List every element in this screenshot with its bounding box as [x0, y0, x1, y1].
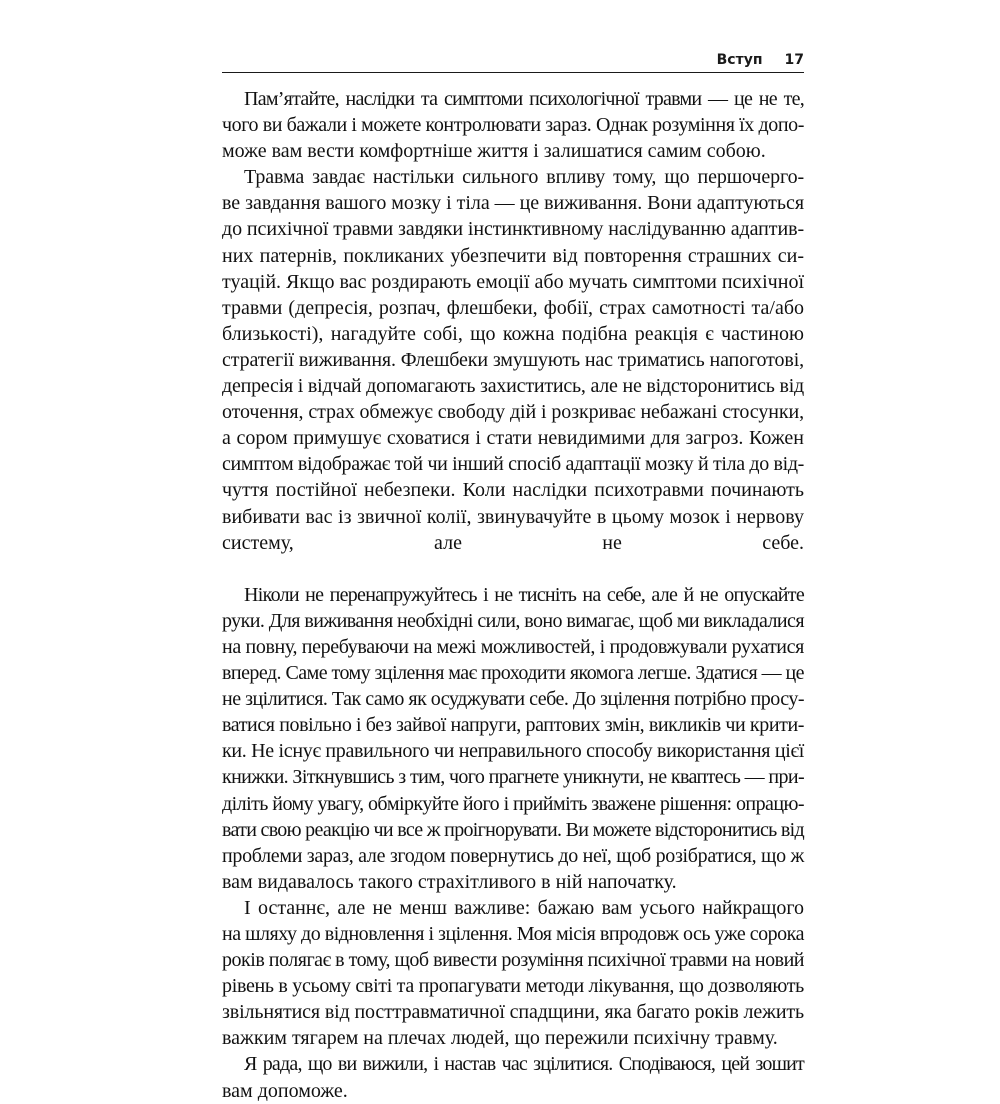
- text-line: [222, 556, 804, 582]
- text-line: ве завдання вашого мозку і тіла — це виживання. Вони адаптуються: [222, 192, 804, 215]
- text-line: ки. Не існує правильного чи неправильного способу використання цієї: [222, 740, 804, 763]
- text-line: рівень в усьому світі та пропагувати методи лікування, що дозволяють: [222, 975, 804, 998]
- text-line: вати свою реакцію чи все ж проігнорувати. Ви можете відсторонитись від: [222, 818, 804, 841]
- text-line: проблеми зараз, але згодом повернутись до неї, щоб розібратися, що ж: [222, 844, 804, 867]
- text-line: систему, але не себе.: [222, 531, 804, 554]
- text-line: вибивати вас із звичної колії, звинувачуйте в цьому мозок і нервову: [222, 505, 804, 528]
- text-line: вам допоможе.: [222, 1079, 348, 1102]
- text-line: а сором примушує сховатися і стати невидимими для загроз. Кожен: [222, 427, 804, 450]
- paragraph: [222, 582, 804, 895]
- text-line: Пам’ятайте, наслідки та симптоми психологічної травми — це не те,: [244, 88, 804, 110]
- paragraph: [222, 164, 804, 582]
- text-line: Ніколи не перенапружуйтесь і не тисніть на себе, але й не опускайте: [244, 583, 804, 606]
- text-line: Я рада, що ви вижили, і настав час зцілитися. Сподіваюся, цей зошит: [244, 1053, 804, 1076]
- paragraph: [222, 895, 804, 1052]
- text-line: років полягає в тому, щоб вивести розуміння психічної травми на новий: [222, 949, 804, 972]
- running-header: [222, 50, 804, 70]
- text-line: близькості), нагадуйте собі, що кожна подібна реакція є частиною: [222, 322, 804, 345]
- text-line: звільнятися від посттравматичної спадщини, яка багато років лежить: [222, 1001, 804, 1024]
- paragraph: [222, 1051, 804, 1103]
- text-line: до психічної травми завдяки інстинктивному наслідуванню адаптив-: [222, 218, 805, 241]
- text-line: чуття постійної небезпеки. Коли наслідки психотравми починають: [222, 479, 804, 502]
- text-line: на шляху до відновлення і зцілення. Моя місія впродовж ось уже сорока: [222, 923, 804, 945]
- text-line: стратегії виживання. Флешбеки змушують нас триматись напоготові,: [222, 348, 804, 371]
- text-line: симптом відображає той чи інший спосіб адаптації мозку й тіла до від-: [222, 453, 804, 476]
- section-title: Вступ: [716, 52, 763, 68]
- text-line: чого ви бажали і можете контролювати зараз. Однак розуміння їх допо-: [222, 114, 804, 137]
- text-line: книжки. Зіткнувшись з тим, чого прагнете уникнути, не кваптесь — при-: [222, 766, 804, 789]
- text-line: може вам вести комфортніше життя і залишатися самим собою.: [222, 140, 766, 163]
- text-line: на повну, перебуваючи на межі можливостей, і продовжували рухатися: [222, 635, 804, 658]
- text-line: ватися повільно і без зайвої напруги, раптових змін, викликів чи крити-: [222, 714, 804, 737]
- text-line: оточення, страх обмежує свободу дій і розкриває небажані стосунки,: [222, 401, 804, 424]
- text-line: І останнє, але не менш важливе: бажаю вам усього найкращого: [244, 896, 804, 919]
- paragraph: [222, 86, 804, 164]
- body-text: [222, 86, 804, 1104]
- text-line: Травма завдає настільки сильного впливу тому, що першочерго-: [244, 166, 804, 189]
- text-line: туацій. Якщо вас роздирають емоції або мучать симптоми психічної: [222, 270, 804, 293]
- text-line: вперед. Саме тому зцілення має проходити якомога легше. Здатися — це: [222, 662, 805, 685]
- text-line: діліть йому увагу, обміркуйте його і прийміть зважене рішення: опрацю-: [222, 792, 805, 815]
- text-line: депресія і відчай допомагають захиститись, але не відсторонитись від: [222, 375, 804, 398]
- page-number: 17: [784, 52, 804, 68]
- text-line: них патернів, покликаних убезпечити від повторення страшних си-: [222, 244, 804, 267]
- header-rule: [222, 72, 804, 73]
- text-line: руки. Для виживання необхідні сили, воно вимагає, щоб ми викладалися: [222, 609, 805, 632]
- text-line: не зцілитися. Так само як осуджувати себе. До зцілення потрібно просу-: [222, 688, 804, 711]
- text-line: травми (депресія, розпач, флешбеки, фобії, страх самотності та/або: [222, 296, 804, 319]
- text-line: важким тягарем на плечах людей, що пережили психічну травму.: [222, 1027, 778, 1050]
- text-line: вам видавалось такого страхітливого в ній напочатку.: [222, 870, 677, 893]
